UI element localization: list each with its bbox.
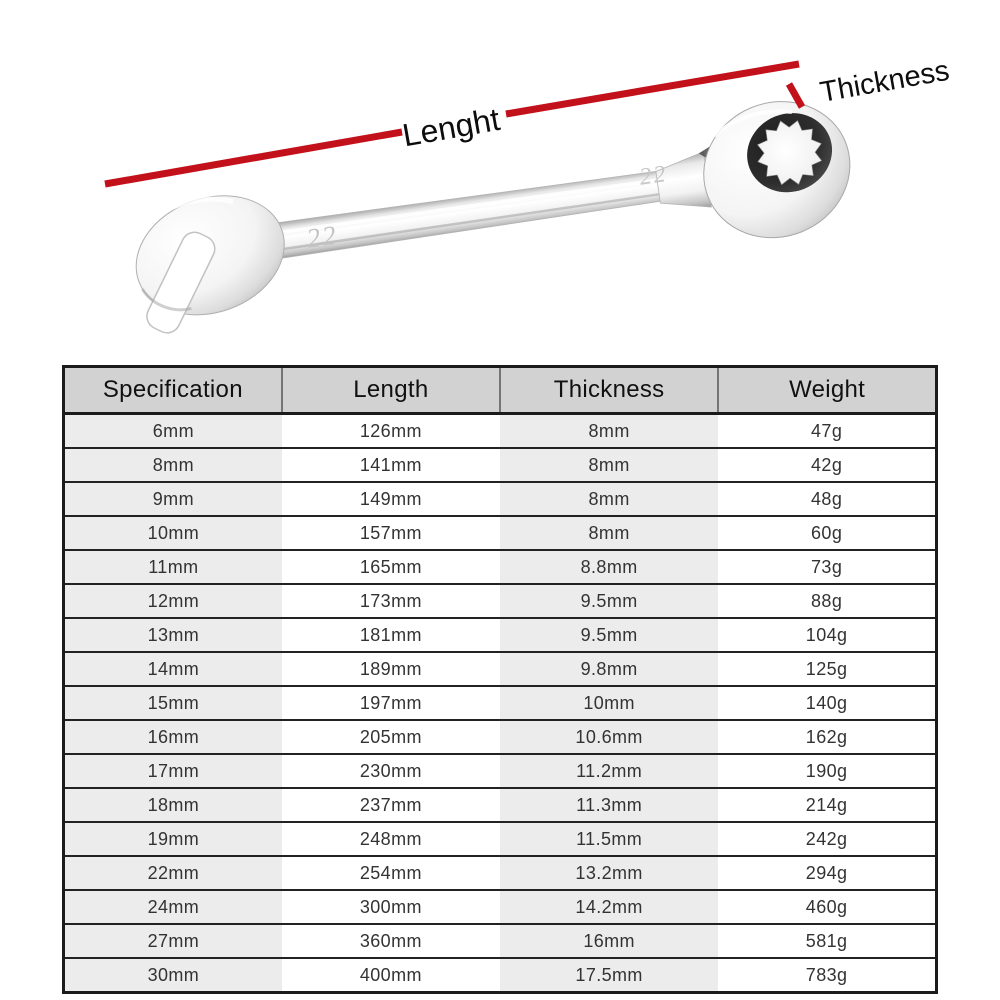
table-cell: 242g [718, 822, 936, 856]
table-cell: 8mm [500, 482, 718, 516]
table-cell: 18mm [64, 788, 282, 822]
table-body [64, 414, 937, 993]
wrench-open-end [115, 172, 306, 342]
column-header: Length [282, 367, 500, 414]
table-row [64, 958, 937, 993]
table-cell: 237mm [282, 788, 500, 822]
column-header: Thickness [500, 367, 718, 414]
table-cell: 10mm [64, 516, 282, 550]
table-cell: 8mm [500, 448, 718, 482]
table-cell: 47g [718, 414, 936, 449]
table-row [64, 822, 937, 856]
table-cell: 16mm [500, 924, 718, 958]
table-cell: 783g [718, 958, 936, 993]
table-row [64, 890, 937, 924]
table-row [64, 856, 937, 890]
table-cell: 214g [718, 788, 936, 822]
table-cell: 173mm [282, 584, 500, 618]
table-cell: 8mm [500, 414, 718, 449]
column-header: Specification [64, 367, 282, 414]
table-cell: 11.5mm [500, 822, 718, 856]
table-cell: 300mm [282, 890, 500, 924]
table-cell: 11mm [64, 550, 282, 584]
table-cell: 19mm [64, 822, 282, 856]
thickness-annotation [789, 55, 952, 109]
table-row [64, 414, 937, 449]
table-cell: 9.5mm [500, 618, 718, 652]
table-row [64, 788, 937, 822]
table-cell: 9.8mm [500, 652, 718, 686]
table-cell: 6mm [64, 414, 282, 449]
table-cell: 197mm [282, 686, 500, 720]
table-cell: 17.5mm [500, 958, 718, 993]
wrench-size-engraving-head: 22 [637, 161, 670, 191]
specification-table [62, 365, 938, 994]
table-cell: 15mm [64, 686, 282, 720]
wrench-illustration [0, 0, 1000, 365]
table-row [64, 482, 937, 516]
table-header-row [64, 367, 937, 414]
table-cell: 141mm [282, 448, 500, 482]
thickness-label: Thickness [817, 54, 952, 109]
table-cell: 12mm [64, 584, 282, 618]
table-cell: 73g [718, 550, 936, 584]
table-cell: 140g [718, 686, 936, 720]
table-cell: 14.2mm [500, 890, 718, 924]
table-cell: 16mm [64, 720, 282, 754]
table-cell: 125g [718, 652, 936, 686]
table-cell: 8mm [64, 448, 282, 482]
table-cell: 42g [718, 448, 936, 482]
column-header: Weight [718, 367, 936, 414]
table-cell: 60g [718, 516, 936, 550]
length-line-left [105, 132, 402, 184]
table-cell: 162g [718, 720, 936, 754]
table-cell: 9.5mm [500, 584, 718, 618]
table-row [64, 652, 937, 686]
table-cell: 30mm [64, 958, 282, 993]
table-cell: 22mm [64, 856, 282, 890]
table-cell: 10mm [500, 686, 718, 720]
table-row [64, 720, 937, 754]
length-label: Lenght [399, 100, 503, 154]
product-photo-section [0, 0, 1000, 365]
table-cell: 294g [718, 856, 936, 890]
table-cell: 360mm [282, 924, 500, 958]
table-cell: 10.6mm [500, 720, 718, 754]
table-cell: 14mm [64, 652, 282, 686]
table-cell: 165mm [282, 550, 500, 584]
table-row [64, 584, 937, 618]
table-cell: 254mm [282, 856, 500, 890]
table-row [64, 754, 937, 788]
table-cell: 17mm [64, 754, 282, 788]
table-cell: 48g [718, 482, 936, 516]
table-cell: 189mm [282, 652, 500, 686]
table-cell: 88g [718, 584, 936, 618]
table-row [64, 516, 937, 550]
table-cell: 190g [718, 754, 936, 788]
table-row [64, 448, 937, 482]
table-cell: 230mm [282, 754, 500, 788]
table-row [64, 550, 937, 584]
table-cell: 13.2mm [500, 856, 718, 890]
table-cell: 205mm [282, 720, 500, 754]
table-cell: 8mm [500, 516, 718, 550]
table-cell: 11.2mm [500, 754, 718, 788]
table-cell: 24mm [64, 890, 282, 924]
table-cell: 581g [718, 924, 936, 958]
table-cell: 157mm [282, 516, 500, 550]
table-cell: 11.3mm [500, 788, 718, 822]
table-cell: 400mm [282, 958, 500, 993]
table-cell: 104g [718, 618, 936, 652]
table-cell: 460g [718, 890, 936, 924]
table-cell: 9mm [64, 482, 282, 516]
table-cell: 13mm [64, 618, 282, 652]
table-cell: 149mm [282, 482, 500, 516]
wrench-size-engraving: 22 [304, 219, 340, 254]
table-row [64, 924, 937, 958]
table-cell: 181mm [282, 618, 500, 652]
table-cell: 126mm [282, 414, 500, 449]
table-row [64, 618, 937, 652]
table-cell: 248mm [282, 822, 500, 856]
table-cell: 8.8mm [500, 550, 718, 584]
table-row [64, 686, 937, 720]
table-cell: 27mm [64, 924, 282, 958]
